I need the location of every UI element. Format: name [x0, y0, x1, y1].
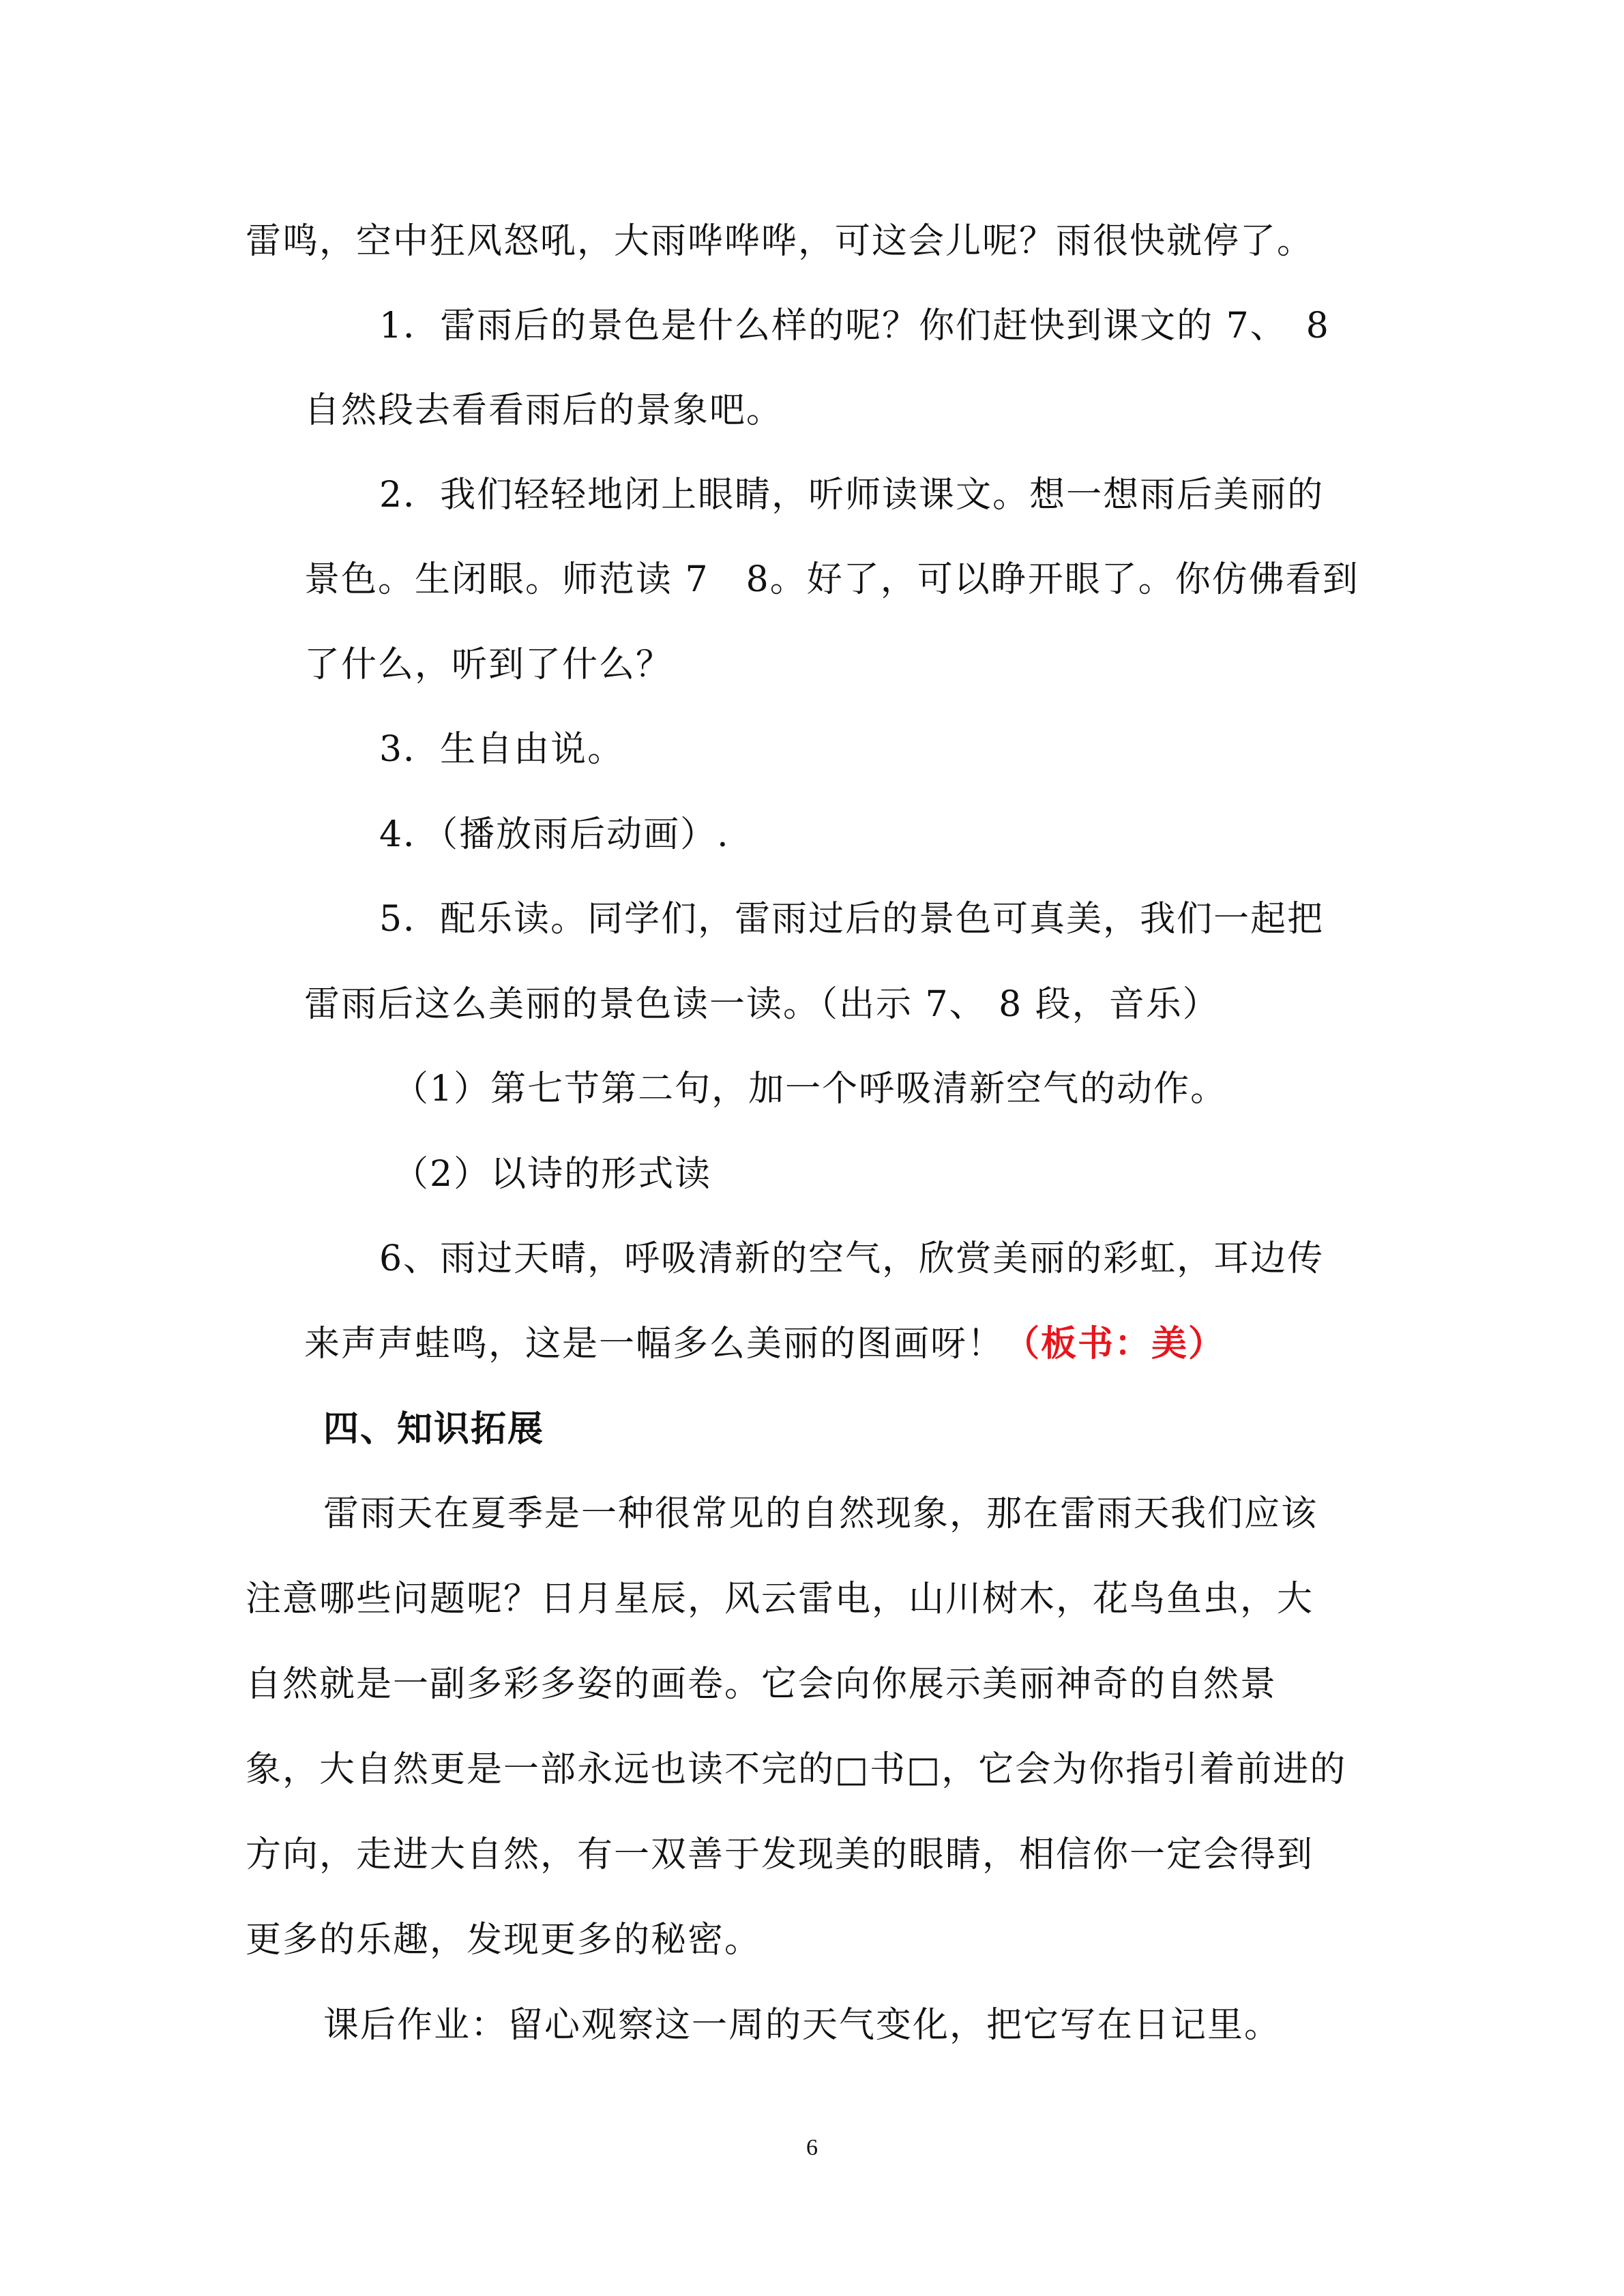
text-line: 自然就是一副多彩多姿的画卷。它会向你展示美丽神奇的自然景	[246, 1664, 1278, 1705]
sub-item: （1）第七节第二句，加一个呼吸清新空气的动作。	[393, 1069, 1228, 1109]
page-number: 6	[806, 2135, 818, 2160]
text-line: 雷雨后这么美丽的景色读一读。（出示 7、 8 段，音乐）	[304, 984, 1220, 1025]
list-item: 3．生自由说。	[379, 729, 625, 770]
text-line	[304, 1324, 1225, 1365]
section-heading: 四、知识拓展	[323, 1409, 545, 1450]
text-line: 了什么，听到了什么？	[304, 644, 673, 685]
sub-item: （2）以诗的形式读	[393, 1154, 712, 1195]
list-item: 2．我们轻轻地闭上眼睛，听师读课文。想一想雨后美丽的	[379, 475, 1325, 516]
list-item: 1．雷雨后的景色是什么样的呢？你们赶快到课文的 7、 8	[379, 305, 1330, 346]
list-item: 4．（播放雨后动画）.	[379, 814, 730, 855]
homework-line: 课后作业：留心观察这一周的天气变化，把它写在日记里。	[323, 2005, 1282, 2046]
list-item: 5．配乐读。同学们，雷雨过后的景色可真美，我们一起把	[379, 899, 1325, 940]
text-segment: 来声声蛙鸣，这是一幅多么美丽的图画呀！	[304, 1324, 1005, 1365]
text-line: 自然段去看看雨后的景象吧。	[304, 390, 784, 431]
text-line: 象，大自然更是一部永远也读不完的□书□，它会为你指引着前进的	[246, 1749, 1347, 1790]
text-line: 雷雨天在夏季是一种很常见的自然现象，那在雷雨天我们应该	[323, 1493, 1318, 1534]
text-line: 雷鸣，空中狂风怒吼，大雨哗哗哗，可这会儿呢？雨很快就停了。	[246, 221, 1314, 262]
text-line: 注意哪些问题呢？日月星辰，风云雷电，山川树木，花鸟鱼虫，大	[246, 1579, 1314, 1620]
text-line: 景色。生闭眼。师范读 7 8。好了，可以睁开眼了。你仿佛看到	[304, 559, 1359, 600]
text-line: 方向，走进大自然，有一双善于发现美的眼睛，相信你一定会得到	[246, 1834, 1314, 1875]
list-item: 6、雨过天晴，呼吸清新的空气，欣赏美丽的彩虹，耳边传	[379, 1238, 1325, 1279]
board-note: （板书：美）	[1004, 1324, 1226, 1365]
text-line: 更多的乐趣，发现更多的秘密。	[246, 1920, 762, 1960]
